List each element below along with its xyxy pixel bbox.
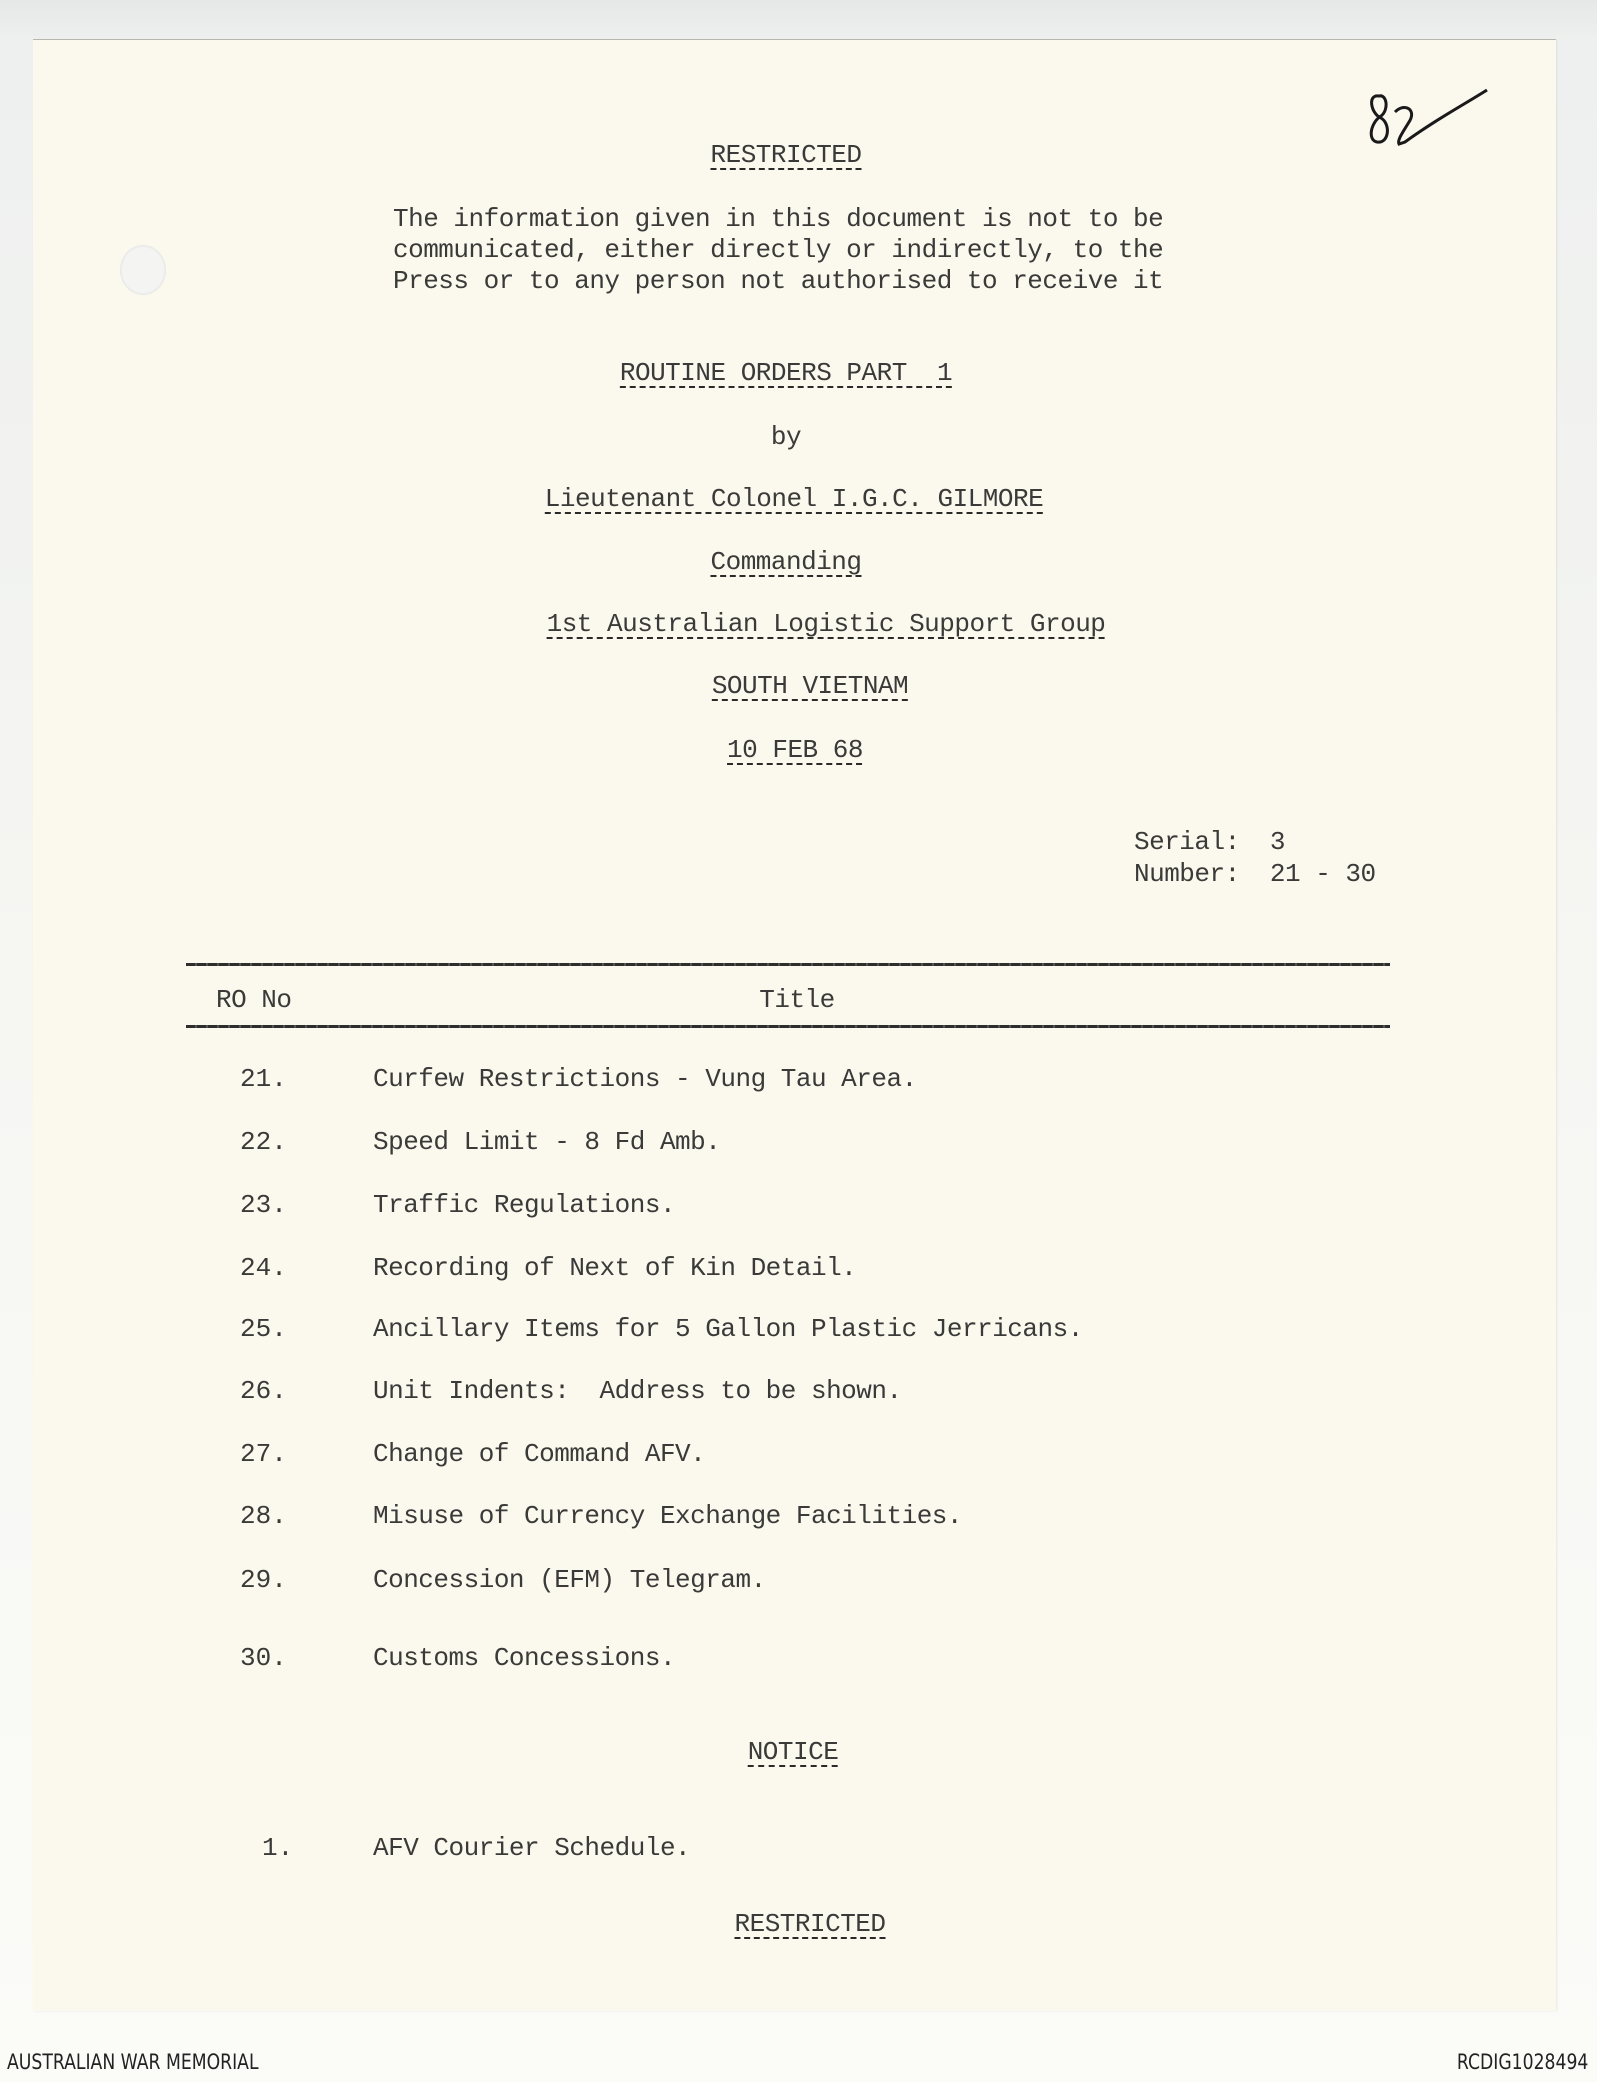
- by-line: by: [770, 422, 802, 452]
- table-header-rule: [186, 1025, 1390, 1028]
- column-header-ro-no: RO No: [216, 985, 292, 1015]
- classification-bottom: RESTRICTED: [734, 1909, 886, 1939]
- document-title: ROUTINE ORDERS PART 1: [619, 358, 953, 388]
- officer-role: Commanding: [710, 547, 862, 577]
- footer-archive-name: AUSTRALIAN WAR MEMORIAL: [7, 2050, 259, 2074]
- ro-number: 22.: [240, 1127, 287, 1157]
- ro-title: Curfew Restrictions - Vung Tau Area.: [373, 1064, 917, 1094]
- ro-title: Recording of Next of Kin Detail.: [373, 1253, 857, 1283]
- ro-title: Traffic Regulations.: [373, 1190, 676, 1220]
- ro-number: 24.: [240, 1253, 287, 1283]
- column-header-title: Title: [759, 985, 835, 1015]
- location: SOUTH VIETNAM: [711, 671, 909, 701]
- notice-number: 1.: [262, 1833, 294, 1863]
- unit-name: 1st Australian Logistic Support Group: [546, 609, 1106, 639]
- serial-line: Serial: 3: [1134, 827, 1286, 857]
- ro-number: 29.: [240, 1565, 287, 1595]
- footer-record-id: RCDIG1028494: [1456, 2050, 1588, 2074]
- ro-title: Unit Indents: Address to be shown.: [373, 1376, 902, 1406]
- ro-number: 28.: [240, 1501, 287, 1531]
- notice-heading: NOTICE: [747, 1737, 839, 1767]
- ro-number: 27.: [240, 1439, 287, 1469]
- warning-line-1: The information given in this document is not to be: [393, 204, 1164, 234]
- ro-number: 25.: [240, 1314, 287, 1344]
- number-line: Number: 21 - 30: [1134, 859, 1376, 889]
- ro-title: Misuse of Currency Exchange Facilities.: [373, 1501, 962, 1531]
- ro-title: Change of Command AFV.: [373, 1439, 706, 1469]
- handwritten-folio-mark: [1365, 88, 1495, 154]
- ro-number: 26.: [240, 1376, 287, 1406]
- ro-number: 23.: [240, 1190, 287, 1220]
- punch-hole: [120, 245, 166, 295]
- ro-title: Concession (EFM) Telegram.: [373, 1565, 766, 1595]
- notice-title: AFV Courier Schedule.: [373, 1833, 691, 1863]
- ro-number: 30.: [240, 1643, 287, 1673]
- officer-name: Lieutenant Colonel I.G.C. GILMORE: [544, 484, 1044, 514]
- ro-title: Ancillary Items for 5 Gallon Plastic Jerricans.: [373, 1314, 1083, 1344]
- ro-title: Speed Limit - 8 Fd Amb.: [373, 1127, 721, 1157]
- ro-number: 21.: [240, 1064, 287, 1094]
- document-date: 10 FEB 68: [727, 735, 863, 765]
- classification-top: RESTRICTED: [710, 140, 862, 170]
- ro-title: Customs Concessions.: [373, 1643, 676, 1673]
- warning-line-3: Press or to any person not authorised to receive it: [393, 266, 1164, 296]
- table-top-rule: [186, 963, 1390, 966]
- warning-line-2: communicated, either directly or indirectly, to the: [393, 235, 1164, 265]
